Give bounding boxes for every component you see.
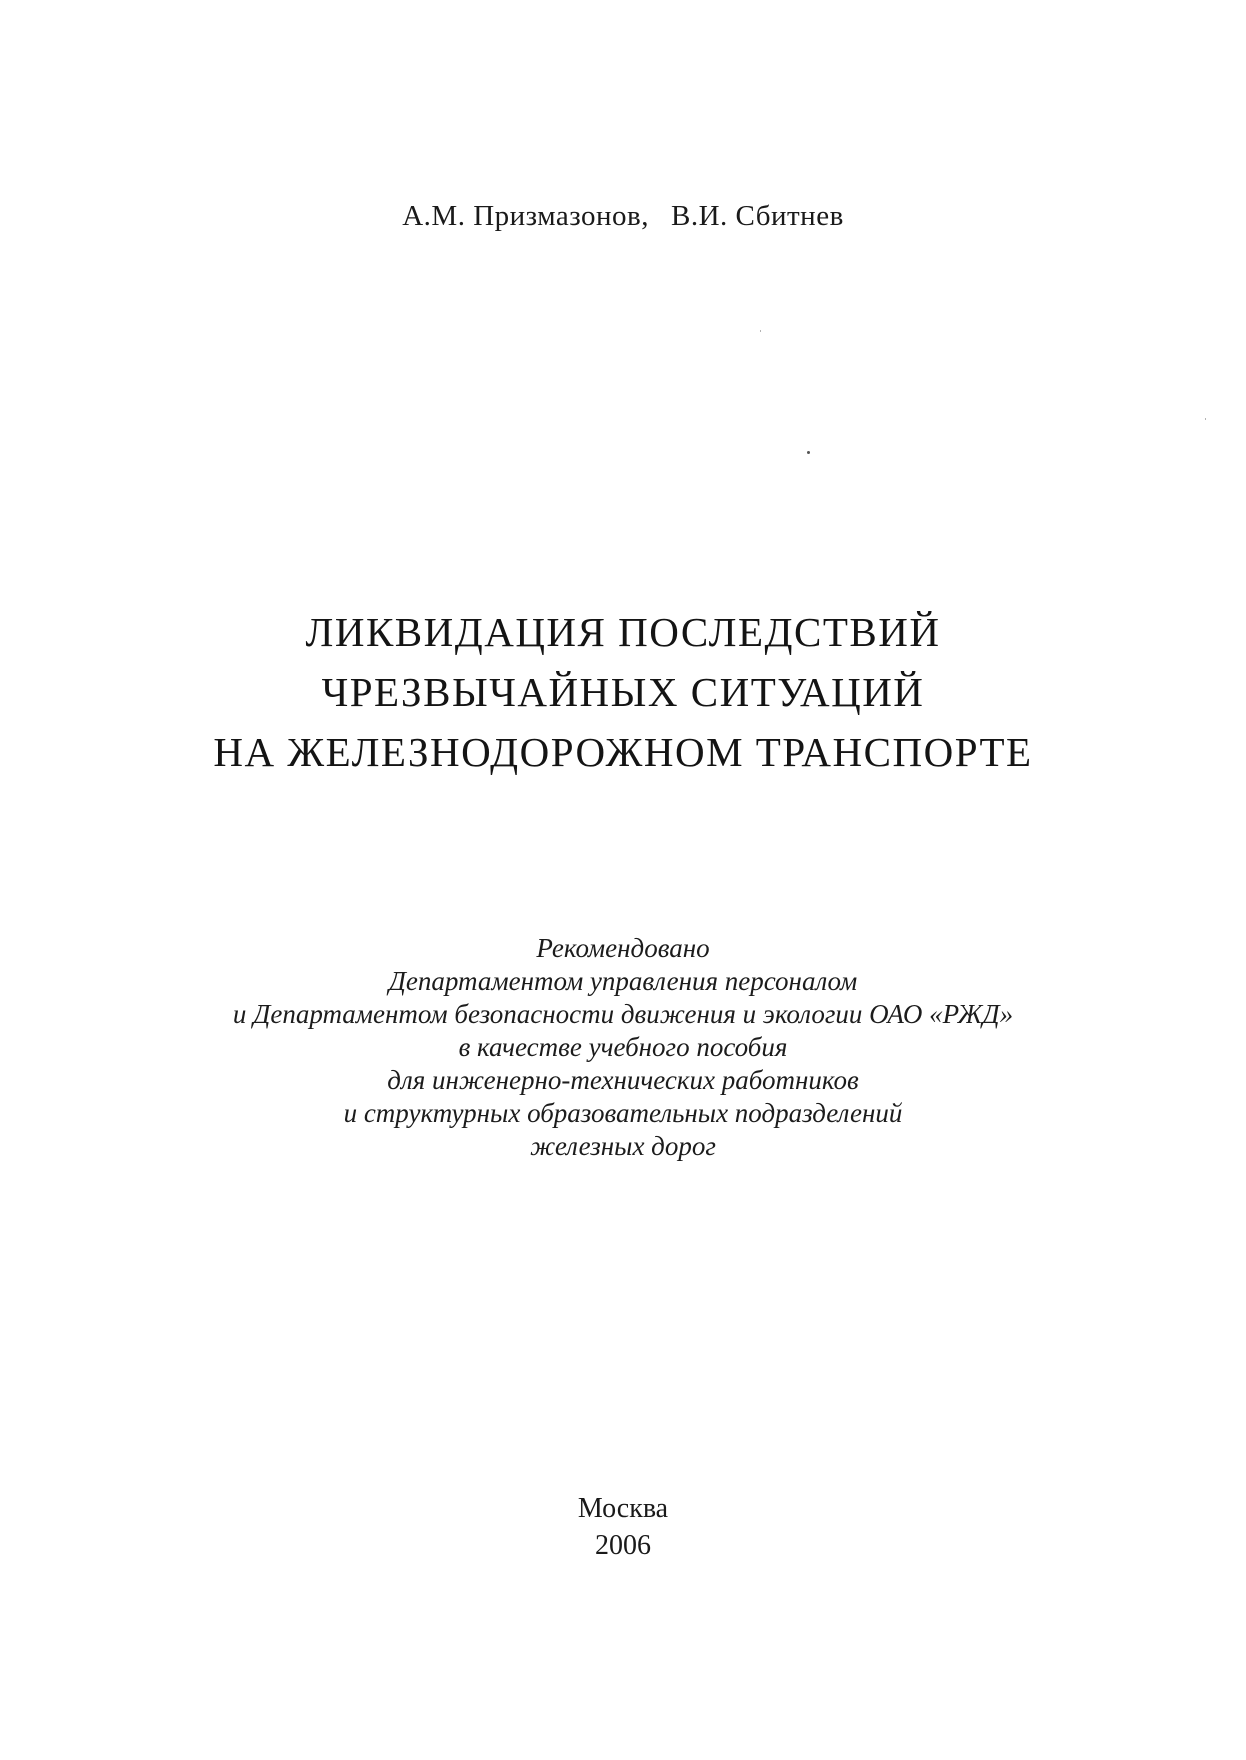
authors-line — [0, 200, 1246, 233]
imprint-city: Москва — [577, 1493, 669, 1524]
scan-speck — [807, 451, 810, 454]
recommendation-line-4: в качестве учебного пособия — [458, 1032, 788, 1062]
book-title — [0, 602, 1246, 782]
recommendation-line-1: Рекомендовано — [536, 933, 710, 963]
title-line-1: ЛИКВИДАЦИЯ ПОСЛЕДСТВИЙ — [305, 609, 941, 655]
recommendation-line-5: для инженерно-технических работников — [387, 1065, 859, 1095]
author-1: А.М. Призмазонов, — [402, 200, 649, 232]
title-line-2: ЧРЕЗВЫЧАЙНЫХ СИТУАЦИЙ — [321, 669, 925, 715]
author-2: В.И. Сбитнев — [671, 200, 844, 232]
recommendation-line-7: железных дорог — [530, 1131, 716, 1161]
recommendation-line-3: и Департаментом безопасности движения и экологии ОАО «РЖД» — [232, 999, 1014, 1029]
imprint-year: 2006 — [595, 1530, 651, 1561]
recommendation-line-2: Департаментом управления персоналом — [388, 966, 858, 996]
recommendation-line-6: и структурных образовательных подразделений — [343, 1098, 903, 1128]
imprint — [0, 1490, 1246, 1564]
scan-speck — [1205, 418, 1206, 420]
scan-speck — [760, 330, 761, 332]
title-line-3: НА ЖЕЛЕЗНОДОРОЖНОМ ТРАНСПОРТЕ — [213, 729, 1033, 775]
recommendation-block — [0, 932, 1246, 1163]
